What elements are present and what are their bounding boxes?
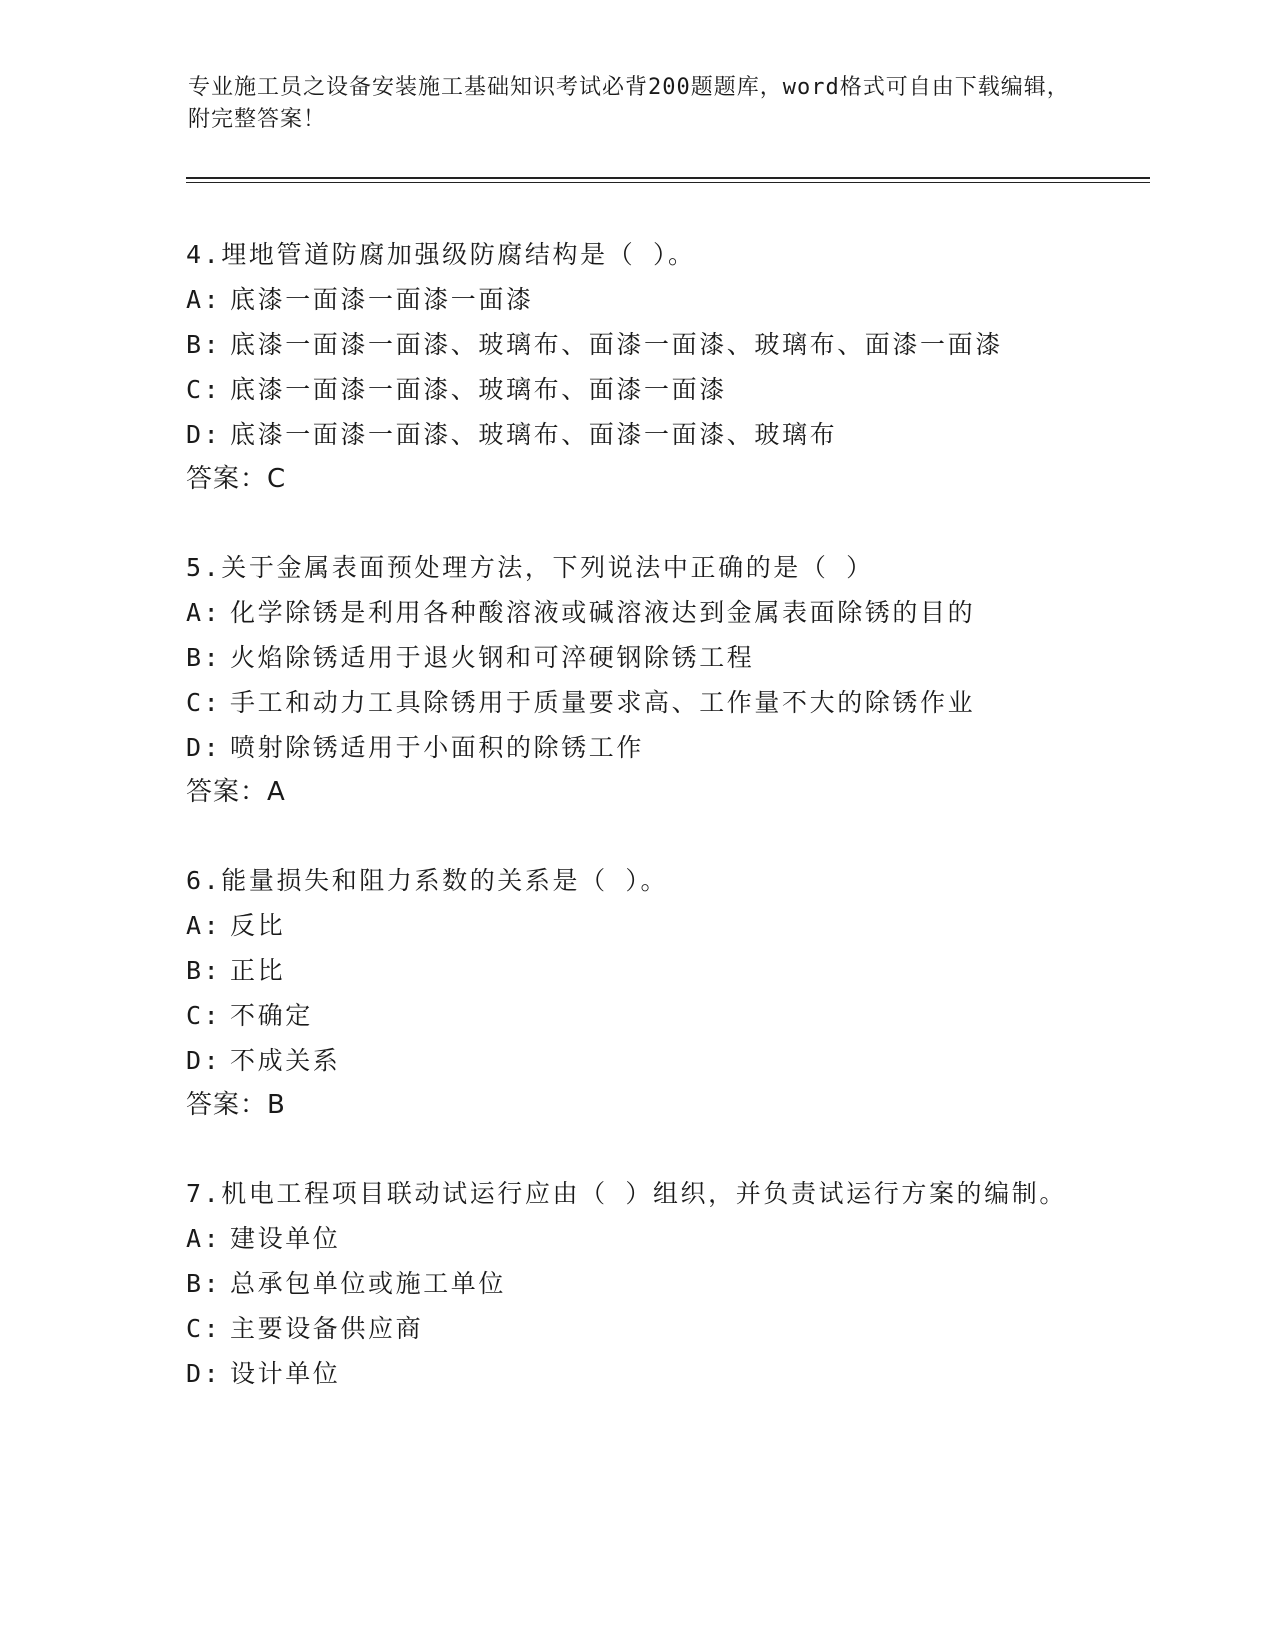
- option-d: [186, 725, 1086, 770]
- option-c: [186, 1306, 1086, 1351]
- option-text: 总承包单位或施工单位: [230, 1269, 507, 1298]
- option-a: [186, 1216, 1086, 1261]
- question-text: 5.关于金属表面预处理方法，下列说法中正确的是（ ）: [186, 553, 874, 582]
- option-key: D:: [186, 1359, 222, 1388]
- option-key: A:: [186, 1224, 222, 1253]
- header-divider-thin: [186, 182, 1150, 183]
- option-d: [186, 1038, 1086, 1083]
- option-text: 设计单位: [230, 1359, 341, 1388]
- option-a: [186, 590, 1086, 635]
- option-text: 建设单位: [230, 1224, 341, 1253]
- question-text: 7.机电工程项目联动试运行应由（ ）组织，并负责试运行方案的编制。: [186, 1179, 1067, 1208]
- option-key: C:: [186, 1314, 222, 1343]
- option-b: [186, 948, 1086, 993]
- option-text: 底漆一面漆一面漆、玻璃布、面漆一面漆、玻璃布、面漆一面漆: [230, 330, 1003, 359]
- answer-label: 答案：A: [186, 777, 286, 807]
- question-4: [186, 232, 1086, 502]
- option-key: D:: [186, 733, 222, 762]
- option-d: [186, 412, 1086, 457]
- question-text: 4.埋地管道防腐加强级防腐结构是（ ）。: [186, 240, 696, 269]
- option-text: 不确定: [230, 1001, 313, 1030]
- option-key: A:: [186, 911, 222, 940]
- option-c: [186, 680, 1086, 725]
- question-text: 6.能量损失和阻力系数的关系是（ ）。: [186, 866, 669, 895]
- option-text: 化学除锈是利用各种酸溶液或碱溶液达到金属表面除锈的目的: [230, 598, 976, 627]
- answer-label: 答案：C: [186, 464, 287, 494]
- option-key: C:: [186, 688, 222, 717]
- option-text: 底漆一面漆一面漆一面漆: [230, 285, 534, 314]
- option-key: C:: [186, 1001, 222, 1030]
- option-text: 喷射除锈适用于小面积的除锈工作: [230, 733, 645, 762]
- option-text: 底漆一面漆一面漆、玻璃布、面漆一面漆、玻璃布: [230, 420, 838, 449]
- document-header: [188, 72, 1088, 136]
- option-text: 正比: [230, 956, 286, 985]
- option-text: 底漆一面漆一面漆、玻璃布、面漆一面漆: [230, 375, 727, 404]
- question-5: [186, 545, 1086, 815]
- header-divider-thick: [186, 177, 1150, 179]
- option-b: [186, 1261, 1086, 1306]
- option-key: B:: [186, 643, 222, 672]
- option-text: 手工和动力工具除锈用于质量要求高、工作量不大的除锈作业: [230, 688, 976, 717]
- header-title: 专业施工员之设备安装施工基础知识考试必背200题题库，word格式可自由下载编辑，附完整答案！: [188, 75, 1070, 132]
- option-a: [186, 903, 1086, 948]
- option-d: [186, 1351, 1086, 1396]
- option-key: B:: [186, 1269, 222, 1298]
- answer-label: 答案：B: [186, 1090, 286, 1120]
- option-a: [186, 277, 1086, 322]
- option-b: [186, 322, 1086, 367]
- option-key: D:: [186, 420, 222, 449]
- option-text: 火焰除锈适用于退火钢和可淬硬钢除锈工程: [230, 643, 755, 672]
- option-key: B:: [186, 956, 222, 985]
- option-key: A:: [186, 285, 222, 314]
- option-key: C:: [186, 375, 222, 404]
- option-text: 不成关系: [230, 1046, 341, 1075]
- question-7: [186, 1171, 1086, 1396]
- option-c: [186, 993, 1086, 1038]
- question-6: [186, 858, 1086, 1128]
- question-list: [186, 232, 1086, 1439]
- option-text: 反比: [230, 911, 286, 940]
- option-c: [186, 367, 1086, 412]
- option-key: B:: [186, 330, 222, 359]
- option-text: 主要设备供应商: [230, 1314, 424, 1343]
- option-key: A:: [186, 598, 222, 627]
- option-key: D:: [186, 1046, 222, 1075]
- option-b: [186, 635, 1086, 680]
